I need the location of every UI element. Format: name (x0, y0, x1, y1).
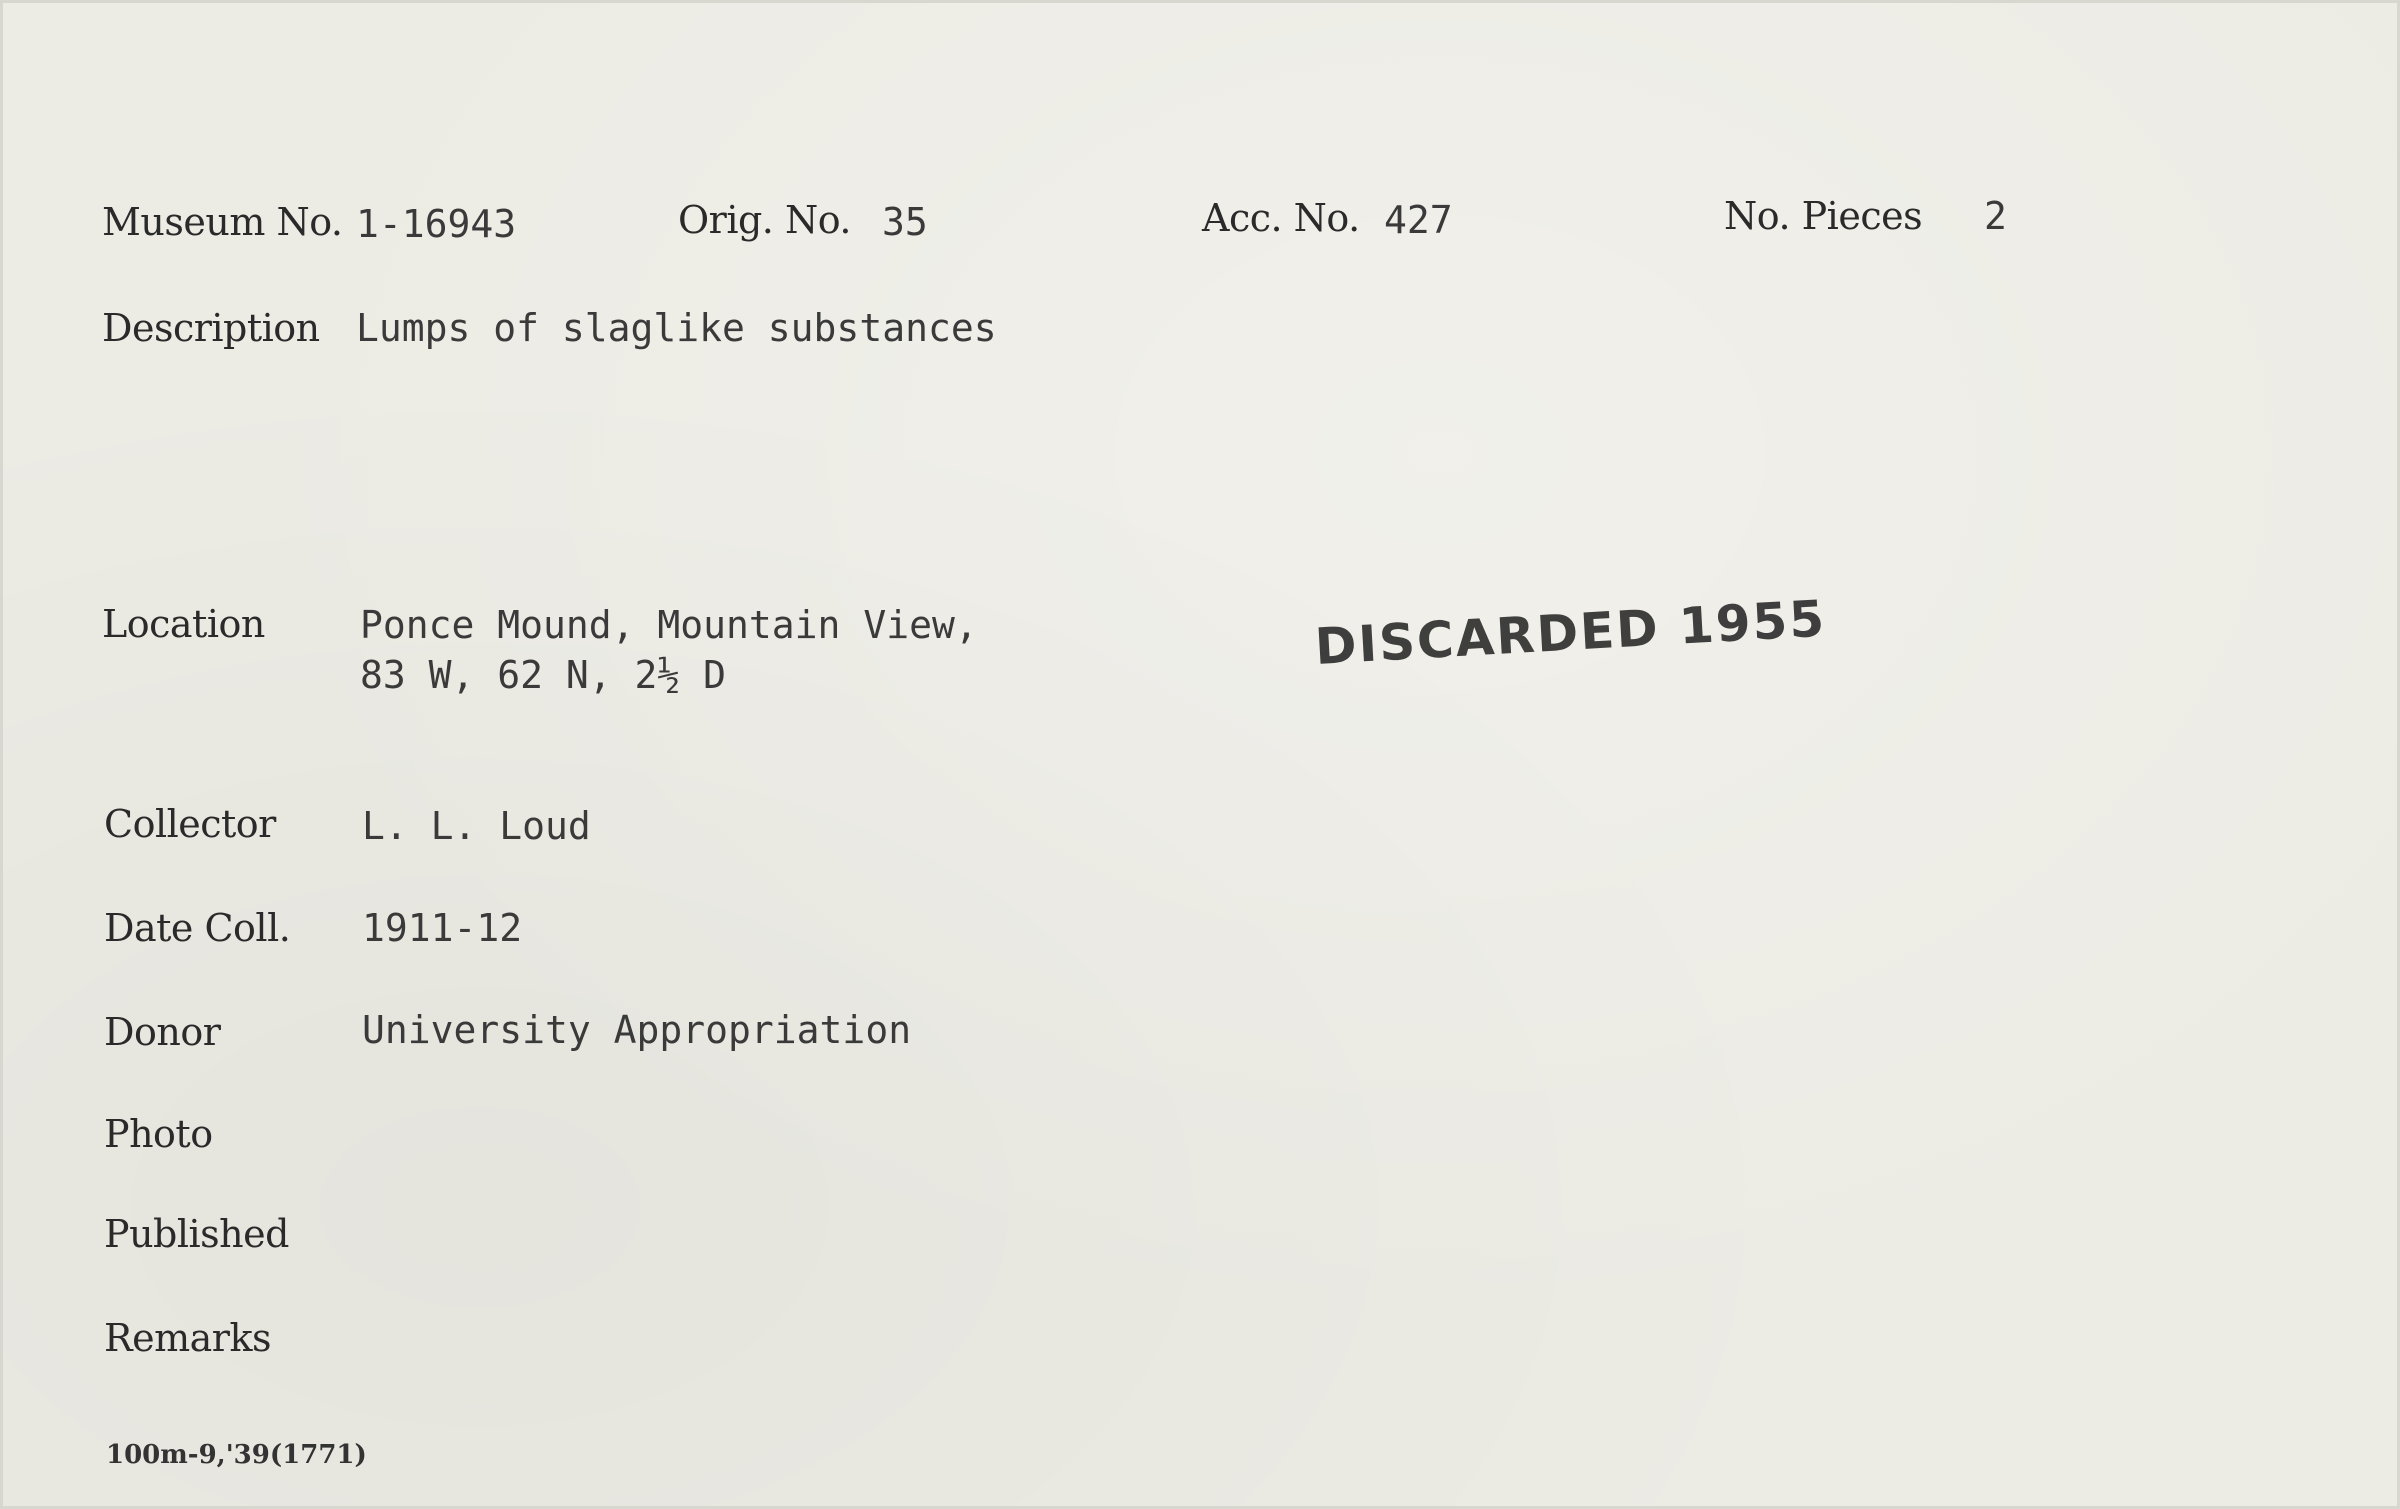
museum-no-label: Museum No. (102, 200, 343, 244)
location-line-1: Ponce Mound, Mountain View, (360, 603, 978, 647)
orig-no-value: 35 (882, 200, 928, 244)
form-code: 100m-9,'39(1771) (106, 1440, 367, 1470)
orig-no-label: Orig. No. (678, 198, 851, 242)
description-label: Description (102, 306, 320, 350)
date-coll-label: Date Coll. (104, 906, 291, 950)
donor-value: University Appropriation (362, 1008, 912, 1052)
location-line-2: 83 W, 62 N, 2½ D (360, 653, 727, 697)
description-value: Lumps of slaglike substances (356, 306, 997, 350)
photo-label: Photo (104, 1112, 213, 1156)
remarks-label: Remarks (104, 1316, 271, 1360)
museum-no-value: 1-16943 (356, 202, 517, 246)
no-pieces-label: No. Pieces (1724, 194, 1923, 238)
no-pieces-value: 2 (1984, 194, 2007, 238)
location-label: Location (102, 602, 265, 646)
collector-label: Collector (104, 802, 276, 846)
discarded-stamp: DISCARDED 1955 (1313, 589, 1828, 676)
donor-label: Donor (104, 1010, 221, 1054)
date-coll-value: 1911-12 (362, 906, 523, 950)
published-label: Published (104, 1212, 289, 1256)
location-value (360, 600, 1260, 700)
collector-value: L. L. Loud (362, 804, 591, 848)
acc-no-label: Acc. No. (1202, 196, 1360, 240)
acc-no-value: 427 (1384, 198, 1453, 242)
